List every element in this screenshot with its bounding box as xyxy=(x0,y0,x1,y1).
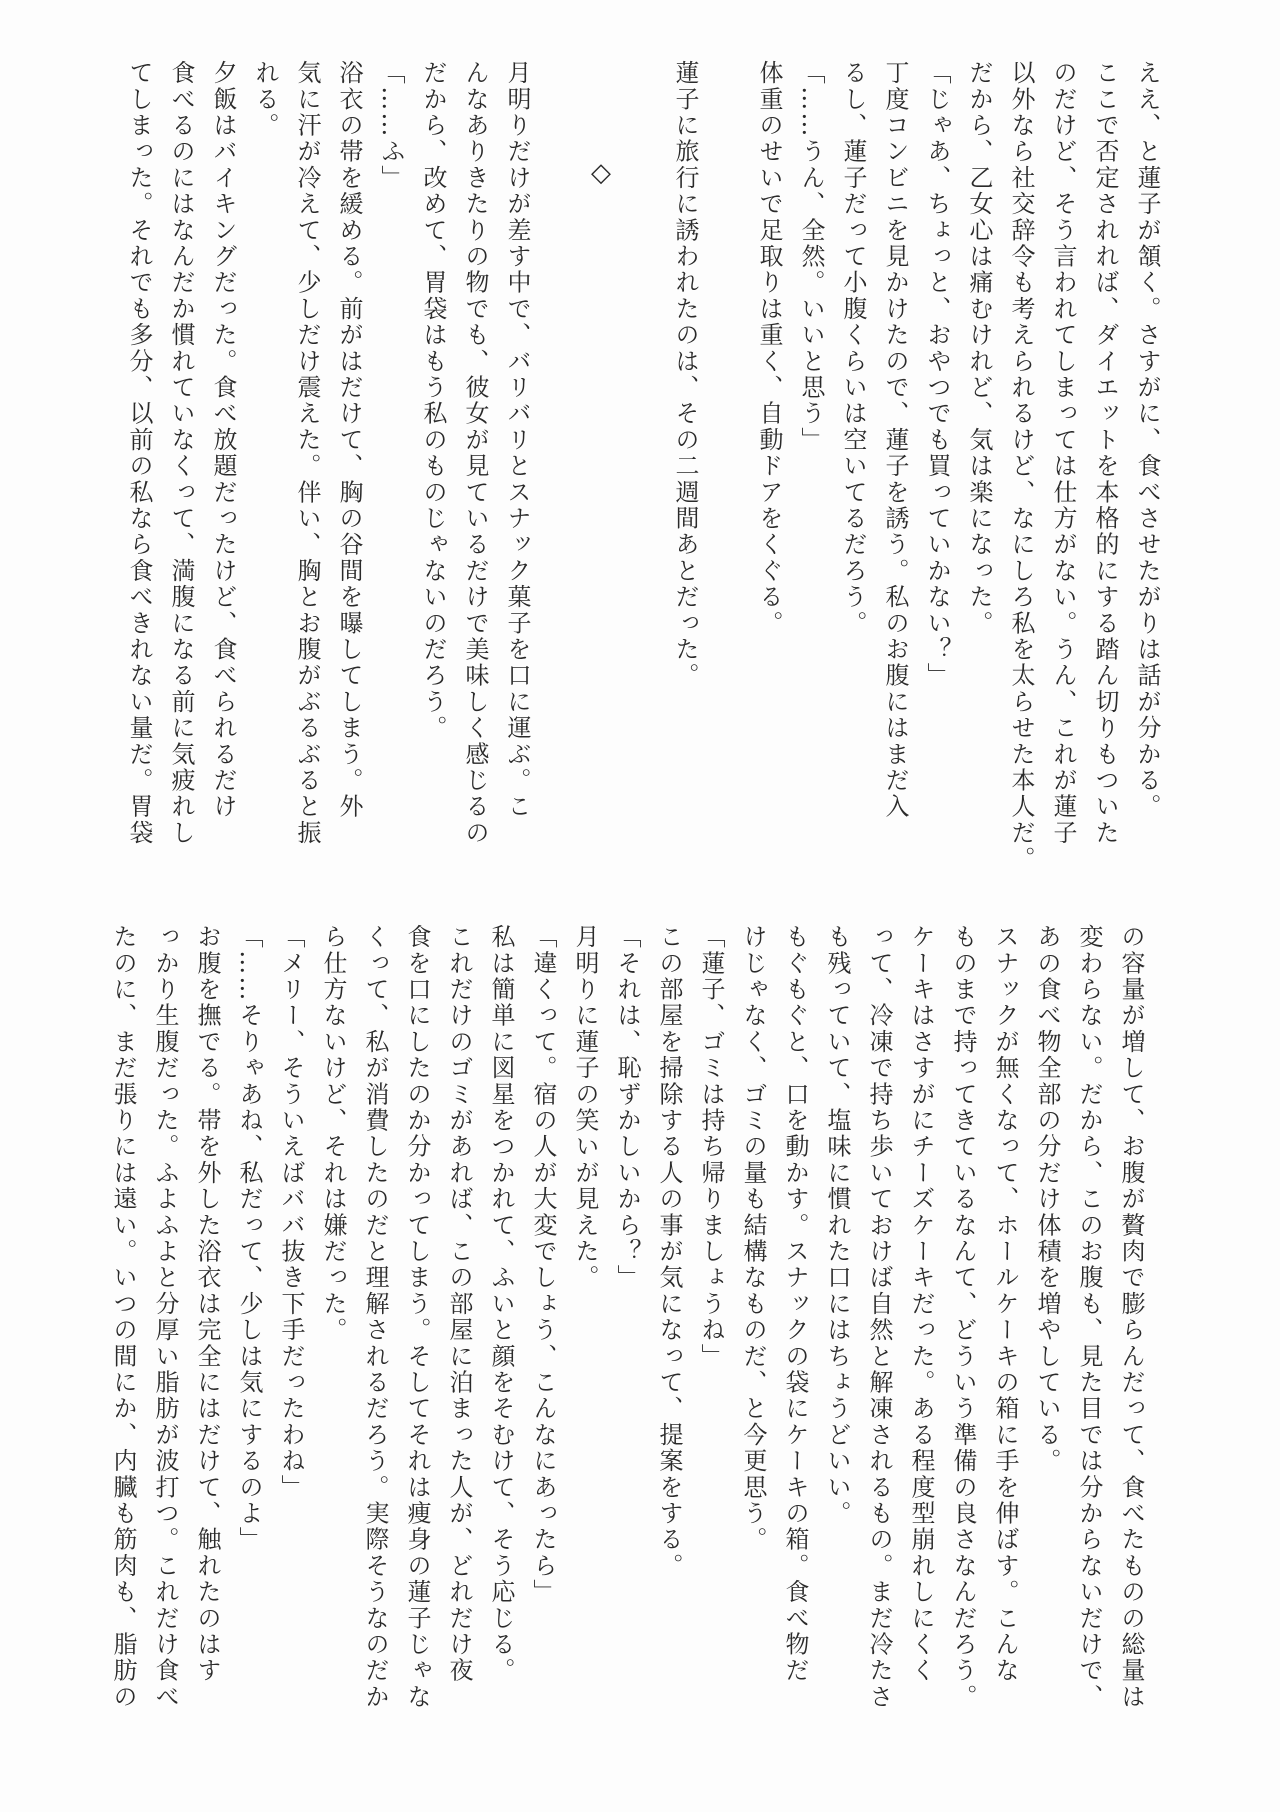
text-line: のだけど、そう言われてしまっては仕方がない。うん、これが蓮子 xyxy=(1049,60,1077,846)
text-line: この部屋を掃除する人の事が気になって、提案をする。 xyxy=(655,924,683,1579)
text-line: てしまった。それでも多分、以前の私なら食べきれない量だ。胃袋 xyxy=(125,60,153,846)
text-line: お腹を撫でる。帯を外した浴衣は完全にはだけて、触れたのはす xyxy=(193,924,221,1684)
text-line: もぐもぐと、口を動かす。スナックの袋にケーキの箱。食べ物だ xyxy=(781,924,809,1684)
text-line: 「メリー、そういえばババ抜き下手だったわね」 xyxy=(277,924,305,1501)
text-line: 「蓮子、ゴミは持ち帰りましょうね」 xyxy=(697,924,725,1370)
text-line: 蓮子に旅行に誘われたのは、その二週間あとだった。 xyxy=(671,60,699,689)
text-line: 月明りに蓮子の笑いが見えた。 xyxy=(571,924,599,1291)
text-line: だから、乙女心は痛むけれど、気は楽になった。 xyxy=(965,60,993,637)
text-line: 「……うん、全然。いいと思う」 xyxy=(797,60,825,453)
text-line: くって、私が消費したのだと理解されるだろう。実際そうなのだか xyxy=(361,924,389,1710)
text-line: スナックが無くなって、ホールケーキの箱に手を伸ばす。こんな xyxy=(991,924,1019,1684)
text-line: 夕飯はバイキングだった。食べ放題だったけど、食べられるだけ xyxy=(209,60,237,820)
text-line: 気に汗が冷えて、少しだけ震えた。伴い、胸とお腹がぶるぶると振 xyxy=(293,60,321,846)
text-line: の容量が増して、お腹が贅肉で膨らんだって、食べたものの総量は xyxy=(1117,924,1145,1710)
text-line: 以外なら社交辞令も考えられるけど、なにしろ私を太らせた本人だ。 xyxy=(1007,60,1035,873)
text-line: 浴衣の帯を緩める。前がはだけて、胸の谷間を曝してしまう。外 xyxy=(335,60,363,820)
text-line: るし、蓮子だって小腹くらいは空いてるだろう。 xyxy=(839,60,867,637)
text-line: 体重のせいで足取りは重く、自動ドアをくぐる。 xyxy=(755,60,783,637)
text-block-top xyxy=(118,60,1168,873)
text-line: 変わらない。だから、このお腹も、見た目では分からないだけで、 xyxy=(1075,924,1103,1710)
text-line: ここで否定されれば、ダイエットを本格的にする踏ん切りもついた xyxy=(1091,60,1119,846)
text-line: 食べるのにはなんだか慣れていなくって、満腹になる前に気疲れし xyxy=(167,60,195,846)
text-line: ケーキはさすがにチーズケーキだった。ある程度型崩れしにくく xyxy=(907,924,935,1684)
text-line: っかり生腹だった。ふよふよと分厚い脂肪が波打つ。これだけ食べ xyxy=(151,924,179,1710)
text-line: 「……ふ」 xyxy=(377,60,405,191)
text-line: って、冷凍で持ち歩いておけば自然と解凍されるもの。まだ冷たさ xyxy=(865,924,893,1710)
text-line: あの食べ物全部の分だけ体積を増やしている。 xyxy=(1033,924,1061,1475)
text-line: れる。 xyxy=(251,60,279,139)
text-line: たのに、まだ張りには遠い。いつの間にか、内臓も筋肉も、脂肪の xyxy=(109,924,137,1710)
text-line: これだけのゴミがあれば、この部屋に泊まった人が、どれだけ夜 xyxy=(445,924,473,1684)
text-line: ら仕方ないけど、それは嫌だった。 xyxy=(319,924,347,1344)
text-line: だから、改めて、胃袋はもう私のものじゃないのだろう。 xyxy=(419,60,447,742)
text-line xyxy=(622,60,664,860)
text-line: ええ、と蓮子が頷く。さすがに、食べさせたがりは話が分かる。 xyxy=(1133,60,1161,820)
section-break-diamond: ◇ xyxy=(586,158,616,191)
text-line xyxy=(706,60,748,860)
text-line: 「違くって。宿の人が大変でしょう、こんなにあったら」 xyxy=(529,924,557,1606)
text-line: も残っていて、塩味に慣れた口にはちょうどいい。 xyxy=(823,924,851,1527)
text-block-bottom xyxy=(102,924,1152,1724)
text-line: 食を口にしたのか分かってしまう。そしてそれは痩身の蓮子じゃな xyxy=(403,924,431,1710)
text-line: 丁度コンビニを見かけたので、蓮子を誘う。私のお腹にはまだ入 xyxy=(881,60,909,820)
text-line: ものまで持ってきているなんて、どういう準備の良さなんだろう。 xyxy=(949,924,977,1710)
text-line: 「それは、恥ずかしいから？」 xyxy=(613,924,641,1291)
text-line: 月明りだけが差す中で、バリバリとスナック菓子を口に運ぶ。こ xyxy=(503,60,531,820)
text-line: けじゃなく、ゴミの量も結構なものだ、と今更思う。 xyxy=(739,924,767,1553)
text-line: 「じゃあ、ちょっと、おやつでも買っていかない？」 xyxy=(923,60,951,689)
text-line: んなありきたりの物でも、彼女が見ているだけで美味しく感じるの xyxy=(461,60,489,846)
text-line: 私は簡単に図星をつかれて、ふいと顔をそむけて、そう応じる。 xyxy=(487,924,515,1684)
text-line: 「……そりゃあね、私だって、少しは気にするのよ」 xyxy=(235,924,263,1553)
text-line xyxy=(538,60,580,860)
